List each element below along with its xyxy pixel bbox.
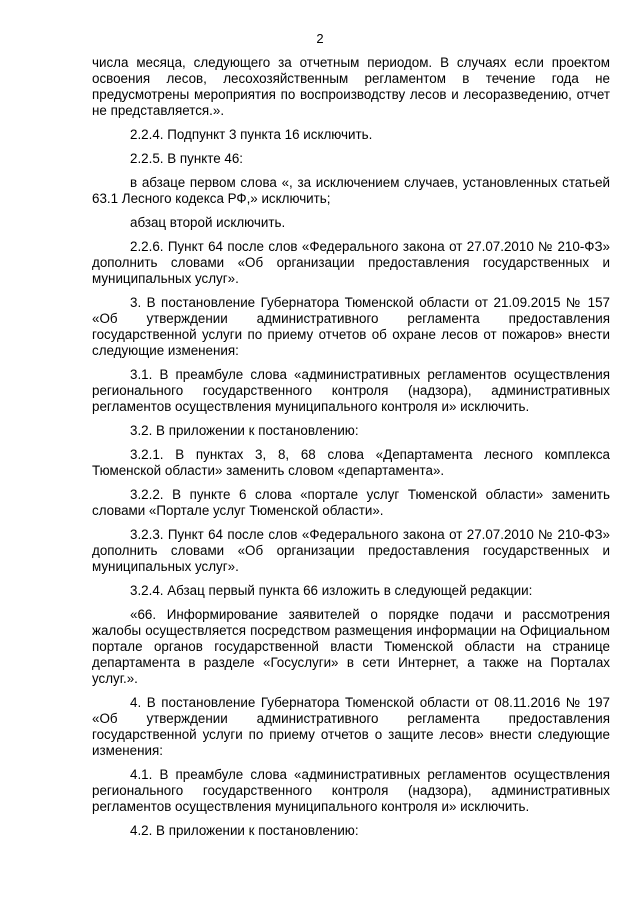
paragraph-3-2-4: 3.2.4. Абзац первый пункта 66 изложить в следующей редакции: [130,583,533,598]
paragraph-3-2-2: 3.2.2. В пункте 6 слова «портале услуг Тюменской области» заменить словами «Портале услуг Тюменской области». [92,487,610,518]
paragraph-2-2-6: 2.2.6. Пункт 64 после слов «Федерального закона от 27.07.2010 № 210-ФЗ» дополнить словами «Об организации предоставления государственных и муниципальных услуг». [92,239,610,286]
paragraph-4-1: 4.1. В преамбуле слова «административных регламентов осуществления регионального государственного контроля (надзора), административных регламентов осуществления муниципального контроля и» исключить. [92,767,610,814]
paragraph-3: 3. В постановление Губернатора Тюменской области от 21.09.2015 № 157 «Об утверждении административного регламента предоставления государственной услуги по приему отчетов об охране лесов от пожаров» внести следующие изменения: [92,295,610,358]
paragraph-abzac-pervyi: в абзаце первом слова «, за исключением случаев, установленных статьей 63.1 Лесного кодекса РФ,» исключить; [92,175,610,206]
paragraph-quote-66: «66. Информирование заявителей о порядке подачи и рассмотрения жалобы осуществляется посредством размещения информации на Официальном портале органов государственной власти Тюменской области на странице департамента в разделе «Госуслуги» в сети Интернет, а также на Порталах услуг.». [92,607,610,686]
paragraph-2-2-4: 2.2.4. Подпункт 3 пункта 16 исключить. [130,127,373,142]
paragraph-4-2: 4.2. В приложении к постановлению: [130,823,359,838]
page-number: 2 [316,31,324,46]
paragraph-4: 4. В постановление Губернатора Тюменской области от 08.11.2016 № 197 «Об утверждении административного регламента предоставления государственной услуги по приему отчетов о защите лесов» внести следующие изменения: [92,695,610,758]
paragraph-3-2-1: 3.2.1. В пунктах 3, 8, 68 слова «Департамента лесного комплекса Тюменской области» заменить словом «департамента». [92,447,610,478]
paragraph-2-2-5: 2.2.5. В пункте 46: [130,151,243,166]
paragraph-3-2: 3.2. В приложении к постановлению: [130,423,359,438]
paragraph-abzac-vtoroi: абзац второй исключить. [130,215,286,230]
paragraph-3-1: 3.1. В преамбуле слова «административных регламентов осуществления регионального государственного контроля (надзора), административных регламентов осуществления муниципального контроля и» исключить. [92,367,610,414]
document-body [92,55,610,847]
paragraph-3-2-3: 3.2.3. Пункт 64 после слов «Федерального закона от 27.07.2010 № 210-ФЗ» дополнить словами «Об организации предоставления государственных и муниципальных услуг». [92,527,610,574]
paragraph-continuation: числа месяца, следующего за отчетным периодом. В случаях если проектом освоения лесов, лесохозяйственным регламентом в течение года не предусмотрены мероприятия по воспроизводству лесов и лесоразведению, отчет не представляется.». [92,55,610,118]
